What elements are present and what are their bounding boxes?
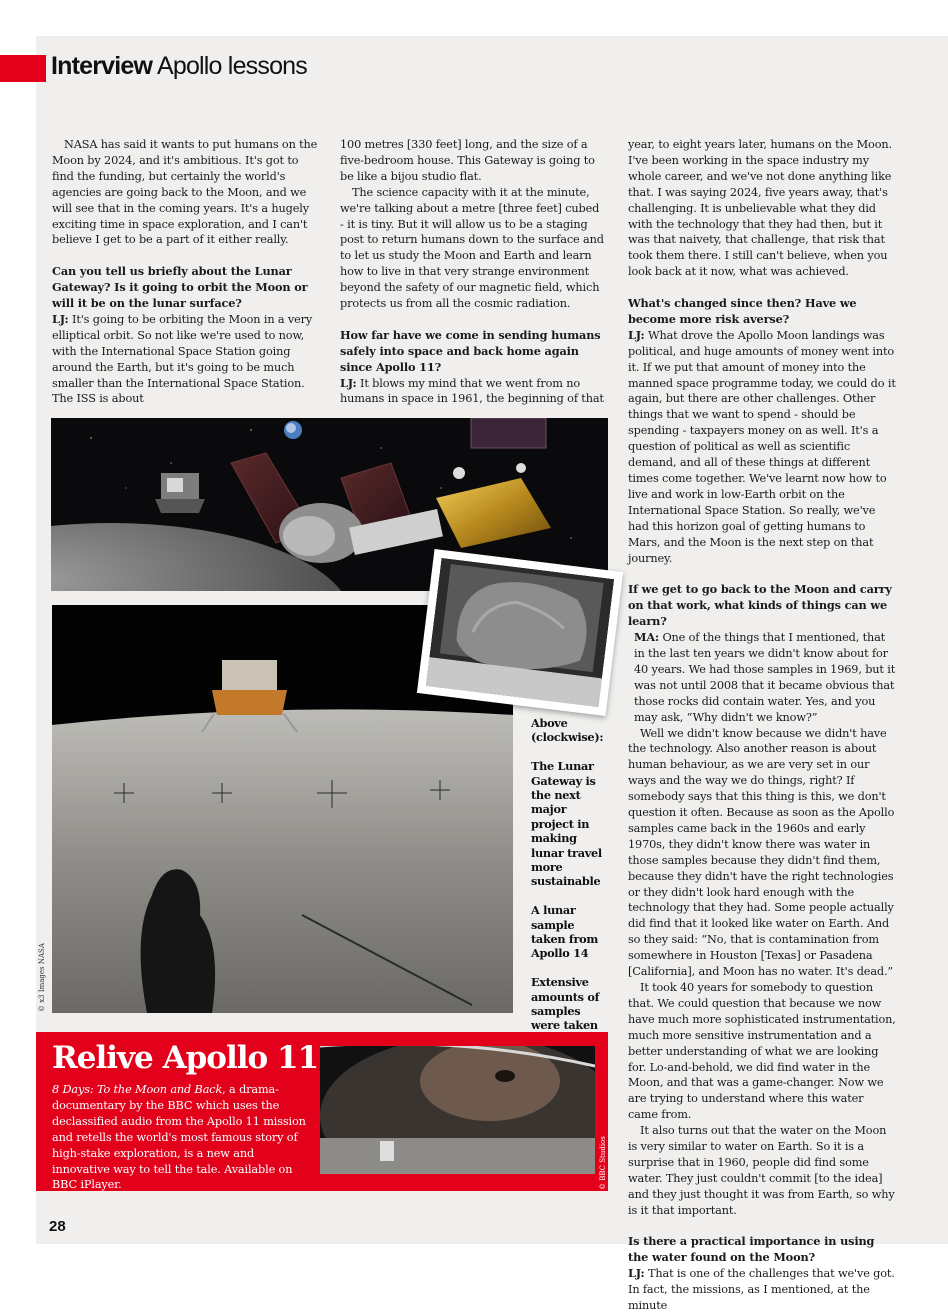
promo-description: , a drama-documentary by the BBC which uses the declassified audio from the Apollo 11 mission and retells the world's most famous story of high-stake exploration, is a new and innovative way to tell the tale. Available on BBC iPlayer. <box>52 1083 306 1192</box>
caption-item: The Lunar Gateway is the next major project in making lunar travel more sustainable <box>531 759 602 889</box>
speaker-label: MA: <box>634 630 659 645</box>
paragraph: 100 metres [330 feet] long, and the size of a five-bedroom house. This Gateway is going to be like a bijou studio flat. <box>340 138 595 183</box>
caption-heading: Above (clockwise): <box>531 716 604 745</box>
question: If we get to go back to the Moon and carry on that work, what kinds of things can we learn? <box>628 582 892 629</box>
page-number: 28 <box>49 1218 66 1235</box>
speaker-label: LJ: <box>340 375 357 390</box>
lunar-sample-photo-frame <box>417 549 623 716</box>
speaker-label: LJ: <box>628 1266 645 1281</box>
question: Can you tell us briefly about the Lunar Gateway? Is it going to orbit the Moon or will it be on the lunar surface? <box>52 264 308 311</box>
article-column-2 <box>340 137 606 407</box>
answer <box>628 630 896 725</box>
answer-text: What drove the Apollo Moon landings was political, and huge amounts of money went into it. If we put that amount of money into the manned space programme today, we could do it again, but there are other challenges. Other things that we want to spend - should be spending - taxpayers money on as well. It's a question of political as well as scientific demand, and all of these things at different times come together. We've learnt now how to live and work in low-Earth orbit on the International Space Station. So really, we've had this horizon goal of getting humans to Mars, and the Moon is the next step on that journey. <box>628 328 896 565</box>
promo-credit: © BBC Studios <box>599 1136 607 1190</box>
speaker-label: LJ: <box>52 311 69 326</box>
question: How far have we come in sending humans safely into space and back home again since Apollo 11? <box>340 327 601 374</box>
answer <box>628 328 896 567</box>
page-header <box>51 52 307 81</box>
image-credit: © x3 Images NASA <box>38 943 46 1012</box>
answer-text: That is one of the challenges that we've got. In fact, the missions, as I mentioned, at the minute <box>628 1267 895 1313</box>
promo-image <box>320 1046 595 1174</box>
paragraph: year, to eight years later, humans on the Moon. I've been working in the space industry my whole career, and we've not done anything like that. I was saying 2024, five years away, that's challenging. It is unbelievable what they did with the technology that they had then, but it was that naivety, that challenge, that risk that took them there. I still can't believe, when you look back at it now, what was achieved. <box>628 138 892 279</box>
promo-title: Relive Apollo 11 <box>52 1040 319 1076</box>
answer <box>628 1266 896 1314</box>
caption-item: A lunar sample taken from Apollo 14 <box>531 903 598 961</box>
lunar-sample-image <box>426 558 614 707</box>
paragraph: The science capacity with it at the minute, we're talking about a metre [three feet] cubed - it is tiny. But it will allow us to be a staging post to return humans down to the surface and to let us study the Moon and Earth and learn how to live in that very strange environment beyond the safety of our magnetic field, which protects us from all the cosmic radiation. <box>340 185 604 311</box>
answer <box>52 312 318 407</box>
question: What's changed since then? Have we become more risk averse? <box>628 296 857 326</box>
speaker-label: LJ: <box>628 327 645 342</box>
article-column-1 <box>52 137 318 407</box>
section-label: Interview <box>51 52 153 80</box>
article-column-3 <box>628 137 896 1314</box>
answer-text: It blows my mind that we went from no humans in space in 1961, the beginning of that <box>340 376 604 406</box>
page-title: Apollo lessons <box>156 52 307 80</box>
promo-text <box>52 1082 314 1193</box>
paragraph: Well we didn't know because we didn't have the technology. Also another reason is about human behaviour, as we are very set in our ways and the way we do things, right? If somebody says that this thing is this, we don't question it often. Because as soon as the Apollo samples came back in the 1960s and early 1970s, they didn't know there was water in those samples because they didn't find them, because they didn't have the right technologies or they didn't look hard enough with the technology that they had. Some people actually did find that it looked like water on Earth. And so they said: “No, that is contamination from somewhere in Houston [Texas] or Pasadena [California], and Moon has no water. It's dead.” <box>628 726 895 979</box>
answer-text: One of the things that I mentioned, that in the last ten years we didn't know about for 40 years. We had those samples in 1969, but it was not until 2008 that it became obvious that those rocks did contain water. Yes, and you may ask, “Why didn't we know?” <box>634 631 896 724</box>
show-title: 8 Days: To the Moon and Back <box>52 1083 223 1096</box>
section-marker <box>0 55 46 82</box>
question: Is there a practical importance in using the water found on the Moon? <box>628 1234 875 1265</box>
paragraph: It took 40 years for somebody to question that. We could question that because we now have much more sophisticated instrumentation, much more sensitive instrumentation and a better understanding of what we are looking for. Lo-and-behold, we did find water in the Moon, and that was a game-changer. Now we are trying to understand where this water came from. <box>628 981 896 1122</box>
promo-box <box>36 1032 608 1191</box>
caption-item: Extensive amounts of samples were taken <box>531 975 600 1033</box>
answer-text: It's going to be orbiting the Moon in a very elliptical orbit. So not like we're used to now, with the International Space Station going around the Earth, but it's going to be much smaller than the International Space Station. The ISS is about <box>52 312 313 406</box>
answer <box>340 376 606 408</box>
paragraph: It also turns out that the water on the Moon is very similar to water on Earth. So it is a surprise that in 1960, people did find some water. They just couldn't commit [to the idea] and they just thought it was from Earth, so why is it that important. <box>628 1124 895 1217</box>
paragraph: NASA has said it wants to put humans on the Moon by 2024, and it's ambitious. It's got to find the funding, but certainly the world's agencies are going back to the Moon, and we will see that in the coming years. It's a hugely exciting time in space exploration, and I can't believe I get to be a part of it either really. <box>52 138 318 247</box>
